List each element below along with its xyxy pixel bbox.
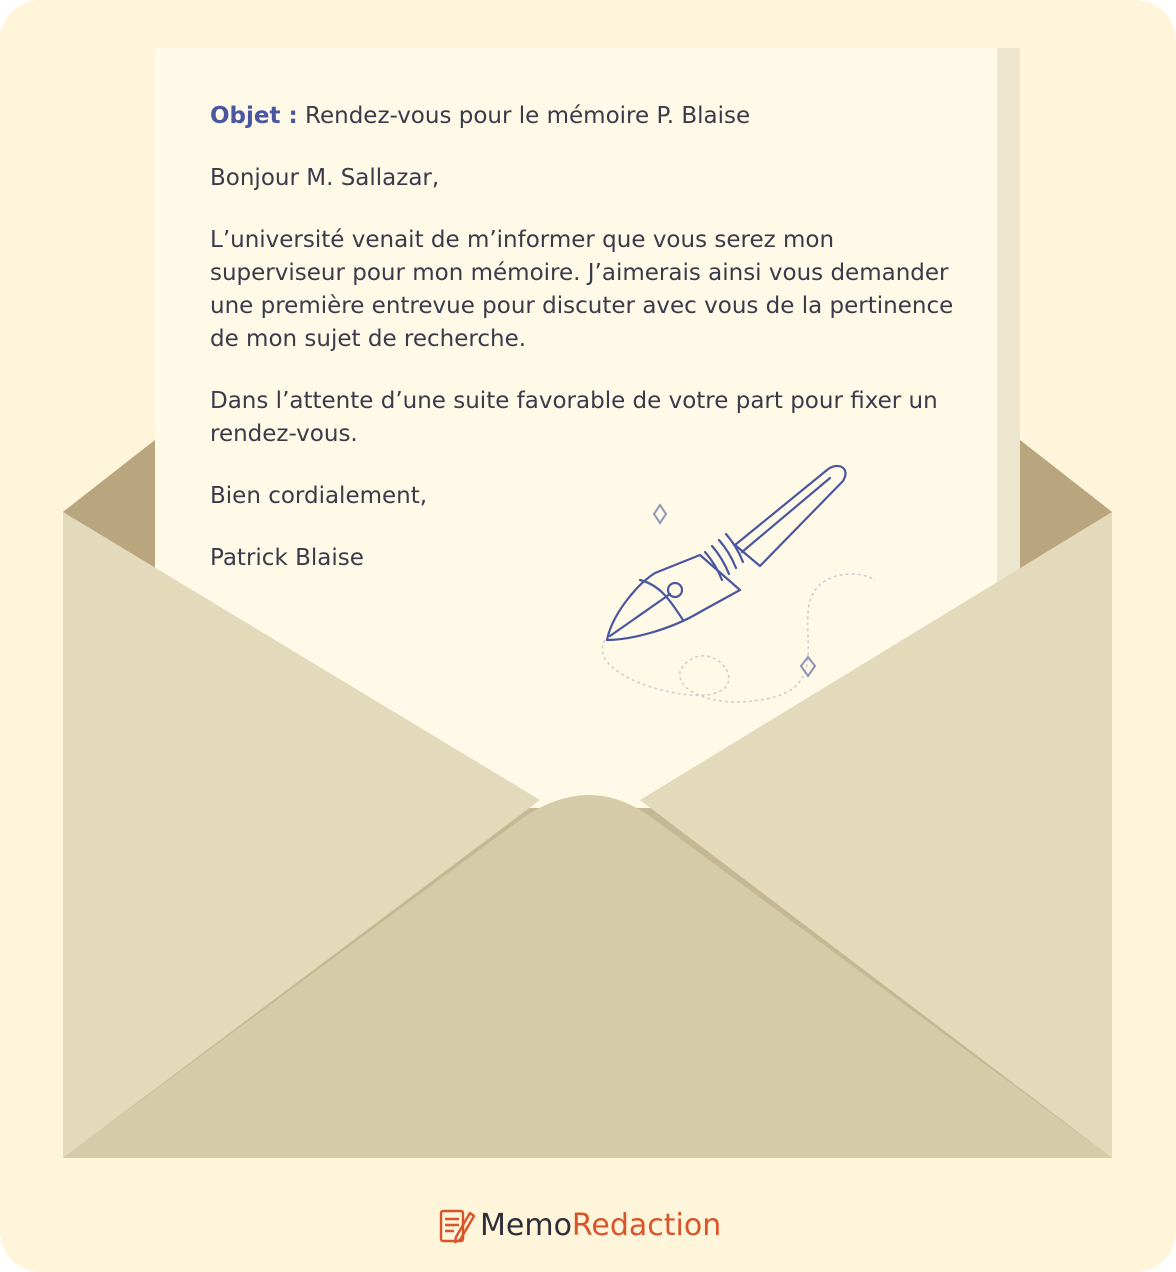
brand-name-part2: Redaction <box>571 1207 722 1243</box>
letter-body <box>210 100 970 604</box>
greeting: Bonjour M. Sallazar, <box>210 165 440 191</box>
brand-logo <box>436 1200 721 1250</box>
subject-line <box>210 100 970 133</box>
paragraph-1: L’université venait de m’informer que vous serez mon superviseur pour mon mémoire. J’aimerais ainsi vous demander une première entrevue pour discuter avec vous de la pertinence de mon sujet de recherche. <box>210 227 954 352</box>
signature: Patrick Blaise <box>210 545 364 571</box>
paragraph-2: Dans l’attente d’une suite favorable de votre part pour fixer un rendez-vous. <box>210 388 938 447</box>
brand-name-part1: Memo <box>480 1207 572 1243</box>
pencil-notebook-icon <box>436 1203 476 1247</box>
subject-label: Objet : <box>210 103 298 129</box>
closing: Bien cordialement, <box>210 483 428 509</box>
letter-paper-edge <box>996 48 1020 608</box>
subject-text: Rendez-vous pour le mémoire P. Blaise <box>305 103 751 129</box>
